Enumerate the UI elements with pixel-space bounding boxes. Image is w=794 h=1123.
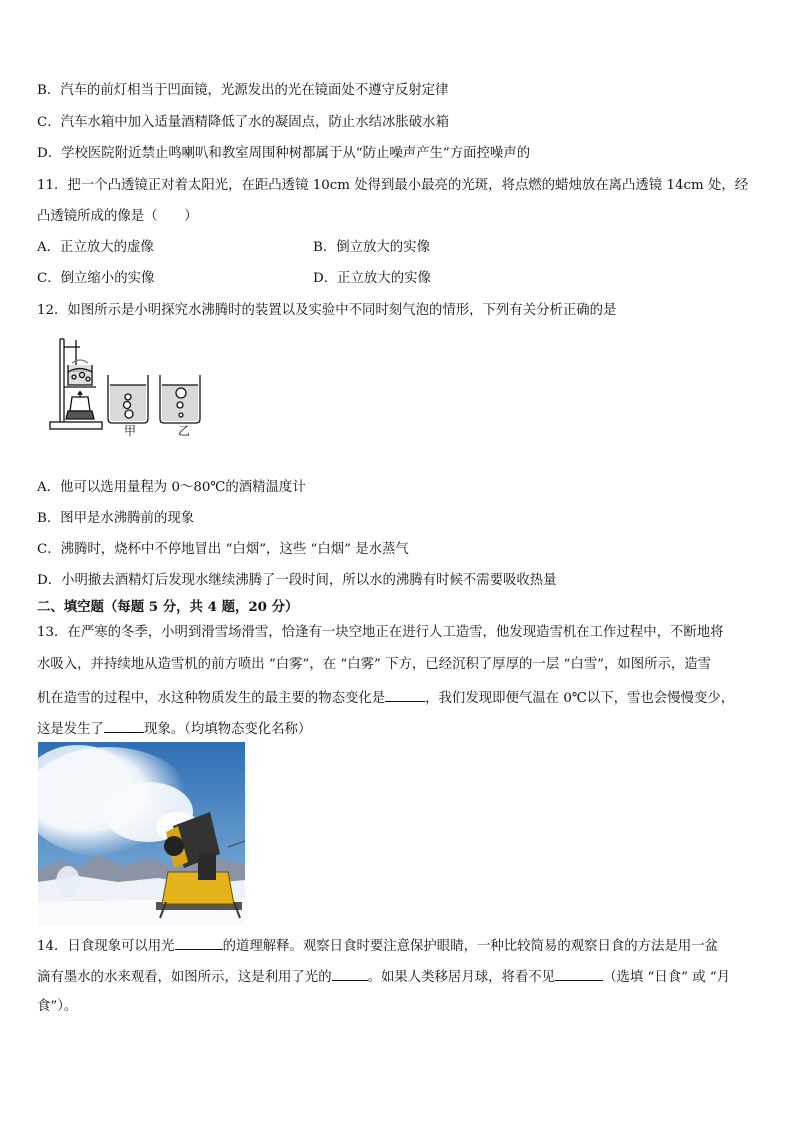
beaker-jia bbox=[108, 375, 148, 423]
q13-line3 bbox=[37, 688, 734, 708]
label-yi: 乙 bbox=[178, 424, 191, 438]
q14-line2-text-c: （选填 “日食” 或 “月 bbox=[603, 970, 731, 985]
q11-stem-line1: 11．把一个凸透镜正对着太阳光，在距凸透镜 10cm 处得到最小最亮的光斑，将点燃的蜡烛放在离凸透镜 14cm 处，经 bbox=[37, 178, 749, 193]
answer-blank bbox=[104, 719, 144, 733]
q11-option-c: C．倒立缩小的实像 bbox=[37, 271, 155, 286]
answer-blank bbox=[385, 688, 425, 702]
q14-line2-text-a: 滴有墨水的水来观看，如图所示，这是利用了光的 bbox=[37, 970, 332, 985]
answer-blank bbox=[175, 936, 223, 950]
q13-line4 bbox=[37, 719, 311, 739]
q11-option-b: B．倒立放大的实像 bbox=[313, 240, 430, 255]
snow-machine-photo bbox=[38, 742, 245, 926]
answer-blank bbox=[555, 967, 603, 981]
q14-line2-text-b: 。如果人类移居月球，将看不见 bbox=[367, 970, 556, 985]
q13-line1: 13．在严寒的冬季，小明到滑雪场滑雪，恰逢有一块空地正在进行人工造雪，他发现造雪机在工作过程中，不断地将 bbox=[37, 625, 724, 640]
q13-line3-text-a: 机在造雪的过程中，水这种物质发生的最主要的物态变化是 bbox=[37, 691, 386, 706]
q13-line2: 水吸入，并持续地从造雪机的前方喷出 “白雾”，在 “白雾” 下方，已经沉积了厚厚的一层 “白雪”，如图所示，造雪 bbox=[37, 657, 712, 672]
q11-option-a: A．正立放大的虚像 bbox=[37, 240, 154, 255]
q13-line4-text-b: 现象。（均填物态变化名称） bbox=[143, 722, 312, 737]
q12-option-d: D．小明撤去酒精灯后发现水继续沸腾了一段时间，所以水的沸腾有时候不需要吸收热量 bbox=[37, 573, 557, 588]
answer-blank bbox=[332, 967, 368, 981]
q12-stem: 12．如图所示是小明探究水沸腾时的装置以及实验中不同时刻气泡的情形，下列有关分析正确的是 bbox=[37, 303, 617, 318]
q14-line1 bbox=[37, 936, 718, 956]
q14-line2 bbox=[37, 967, 730, 987]
q10-option-d: D．学校医院附近禁止鸣喇叭和教室周围种树都属于从“防止噪声产生”方面控噪声的 bbox=[37, 146, 531, 161]
q11-stem-line2: 凸透镜所成的像是（ ） bbox=[37, 209, 198, 224]
q13-line4-text-a: 这是发生了 bbox=[37, 722, 104, 737]
q11-option-d: D．正立放大的实像 bbox=[313, 271, 431, 286]
apparatus-drawing bbox=[50, 339, 102, 429]
q14-line1-text-a: 14．日食现象可以用光 bbox=[37, 939, 175, 954]
q12-option-b: B．图甲是水沸腾前的现象 bbox=[37, 511, 195, 526]
q10-option-b: B．汽车的前灯相当于凹面镜，光源发出的光在镜面处不遵守反射定律 bbox=[37, 83, 449, 98]
section-heading-fill-in: 二、填空题（每题 5 分，共 4 题，20 分） bbox=[37, 599, 299, 615]
q10-option-c: C．汽车水箱中加入适量酒精降低了水的凝固点，防止水结冰胀破水箱 bbox=[37, 115, 449, 130]
q14-line3: 食”）。 bbox=[37, 999, 78, 1014]
label-jia: 甲 bbox=[124, 424, 137, 438]
q14-line1-text-b: 的道理解释。观察日食时要注意保护眼睛，一种比较简易的观察日食的方法是用一盆 bbox=[222, 939, 719, 954]
beaker-yi bbox=[160, 375, 200, 423]
q12-option-c: C．沸腾时，烧杯中不停地冒出 “白烟”，这些 “白烟” 是水蒸气 bbox=[37, 542, 409, 557]
q13-line3-text-b: ，我们发现即便气温在 0℃以下，雪也会慢慢变少， bbox=[425, 691, 735, 706]
q12-option-a: A．他可以选用量程为 0～80℃的酒精温度计 bbox=[37, 480, 306, 495]
